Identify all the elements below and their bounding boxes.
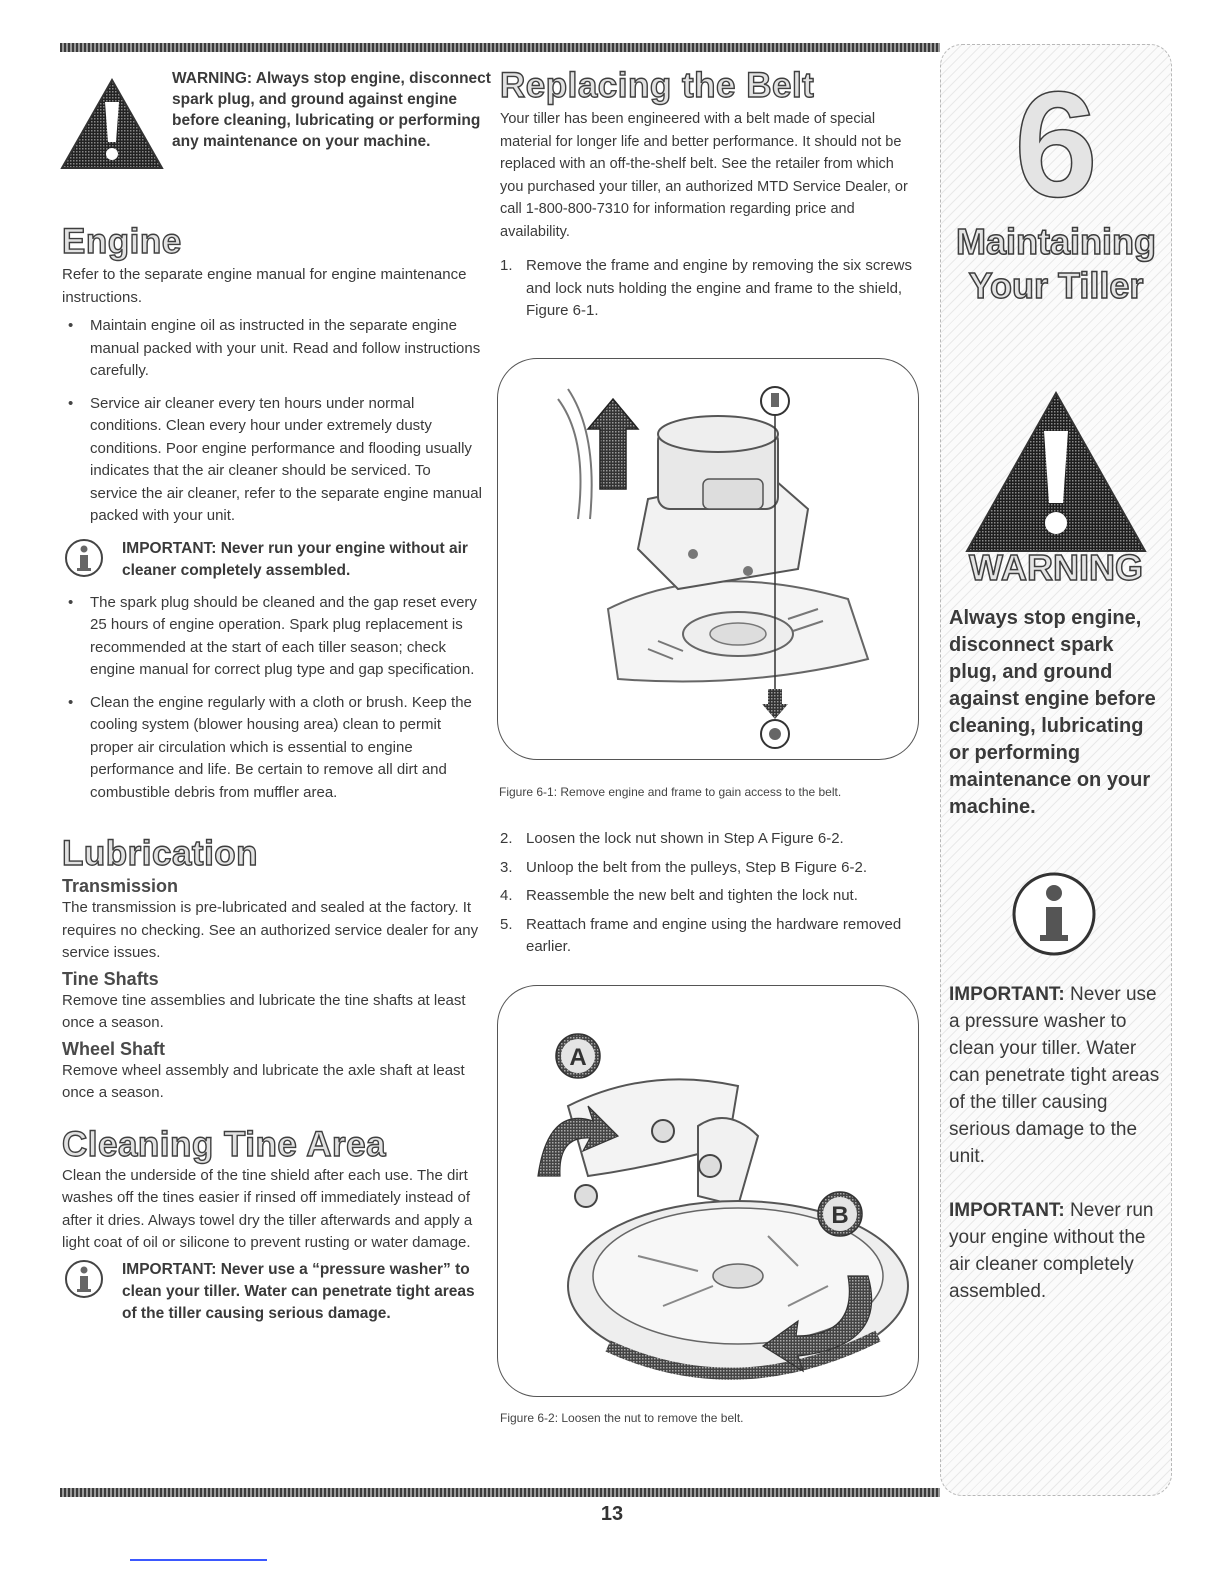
step-text: Reassemble the new belt and tighten the lock nut. [526,887,858,904]
bottom-rule [60,1488,940,1497]
warning-triangle-icon [961,387,1151,557]
cleaning-title: Cleaning Tine Area [62,1124,387,1164]
page-number: 13 [600,1503,624,1525]
figure-6-1-caption: Figure 6-1: Remove engine and frame to gain access to the belt. [499,785,842,799]
tine-shafts-text: Remove tine assemblies and lubricate the tine shafts at least once a season. [62,991,466,1031]
chapter-title-line1: Maintaining [956,221,1156,262]
chapter-sidebar [940,44,1172,1496]
link-underline [130,1559,267,1561]
transmission-text: The transmission is pre-lubricated and sealed at the factory. It requires no checking. See an authorized service dealer for any service issues. [62,899,479,961]
sidebar-important-2 [949,1197,1164,1305]
list-item [500,255,920,323]
engine-important [62,538,482,582]
top-warning [58,68,491,198]
lubrication-title: Lubrication [62,834,259,873]
engine-important-text: IMPORTANT: Never run your engine without air cleaner completely assembled. [122,539,468,579]
wheel-shaft-text: Remove wheel assembly and lubricate the axle shaft at least once a season. [62,1061,465,1101]
steps-list [500,828,920,959]
wheel-shaft-heading: Wheel Shaft [62,1038,166,1059]
warning-triangle-icon [58,76,166,172]
info-icon [64,1259,104,1299]
list-item: • Clean the engine regularly with a cloth or brush. Keep the cooling system (blower housing area) clean to permit proper air circulation which is essential to engine performance and life. Be certain to remove all dirt and combustible debris from muffler area. [62,692,482,805]
belt-intro: Your tiller has been engineered with a belt made of special material for longer life and better performance. It should not be replaced with an off-the-shelf belt. See the retailer from which you purchased your tiller, an authorized MTD Service Dealer, or call 1-800-800-7310 for information regarding price and availability. [500,111,908,240]
list-item: • Service air cleaner every ten hours under normal conditions. Clean every hour under extremely dusty conditions. Poor engine performance and flooding usually indicates that the air cleaner should be serviced. To service the air cleaner, refer to the separate engine manual packed with your unit. [62,393,482,528]
info-icon [1009,869,1099,959]
belt-title: Replacing the Belt [500,66,815,105]
left-column [62,222,482,1335]
important-label: IMPORTANT: [949,984,1065,1005]
info-icon [64,538,104,578]
step-number: 3. [500,858,513,876]
step-number: 1. [500,257,513,274]
top-rule [60,43,940,52]
step-text: Remove the frame and engine by removing the six screws and lock nuts holding the engine and frame to the shield, Figure 6-1. [526,257,913,319]
list-item [500,885,920,908]
cleaning-important [62,1259,482,1325]
figure-6-2-caption: Figure 6-2: Loosen the nut to remove the belt. [500,1411,744,1425]
tine-shafts-heading: Tine Shafts [62,968,159,989]
figure-6-1 [497,358,919,760]
step-text: Reattach frame and engine using the hardware removed earlier. [526,915,902,955]
callout-a-label: A [569,1044,587,1071]
list-item [500,828,920,851]
step-text: Unloop the belt from the pulleys, Step B Figure 6-2. [526,858,868,876]
step-number: 2. [500,830,513,847]
important-text: Never run your engine without the air cleaner completely assembled. [949,1200,1154,1302]
important-text: Never use a pressure washer to clean your tiller. Water can penetrate tight areas of the tiller causing serious damage to the unit. [949,984,1160,1167]
cleaning-text: Clean the underside of the tine shield after each use. The dirt washes off the tines easier if rinsed off immediately instead of after it dries. Always towel dry the tiller afterwards and apply a light coat of oil or silicone to prevent rusting or water damage. [62,1166,473,1251]
engine-intro: Refer to the separate engine manual for engine maintenance instructions. [62,266,467,306]
warning-label: WARNING [969,547,1143,588]
engine-title: Engine [62,222,182,261]
figure-6-2 [497,985,919,1397]
sidebar-warning-text: Always stop engine, disconnect spark plug, and ground against engine before cleaning, lubricating or performing maintenance on your machine. [949,607,1156,818]
cleaning-important-text: IMPORTANT: Never use a “pressure washer” to clean your tiller. Water can penetrate tight areas of the tiller causing serious damage. [122,1260,475,1322]
transmission-heading: Transmission [62,876,179,896]
step-text: Loosen the lock nut shown in Step A Figure 6-2. [526,830,844,847]
top-warning-text: WARNING: Always stop engine, disconnect spark plug, and ground against engine before cleaning, lubricating or performing any maintenance on your machine. [172,70,491,150]
list-item [500,857,920,880]
list-item [500,914,920,959]
chapter-title-line2: Your Tiller [968,265,1144,306]
engine-bullets-b [62,592,482,805]
important-label: IMPORTANT: [949,1200,1065,1221]
step-number: 5. [500,915,513,933]
step-number: 4. [500,887,513,904]
belt-steps [500,828,920,965]
belt-step1 [500,255,920,323]
callout-b-label: B [831,1202,849,1229]
chapter-number: 6 [1014,60,1098,228]
engine-bullets-a [62,315,482,528]
sidebar-important-1 [949,981,1164,1170]
belt-pulley-illustration [498,986,918,1396]
engine-frame-illustration [498,359,918,759]
list-item: • The spark plug should be cleaned and the gap reset every 25 hours of engine operation. Spark plug replacement is recommended at the start of each tiller season; check engine manual for correct plug type and gap specification. [62,592,482,682]
middle-column [500,66,920,329]
list-item: • Maintain engine oil as instructed in the separate engine manual packed with your unit. Read and follow instructions carefully. [62,315,482,383]
